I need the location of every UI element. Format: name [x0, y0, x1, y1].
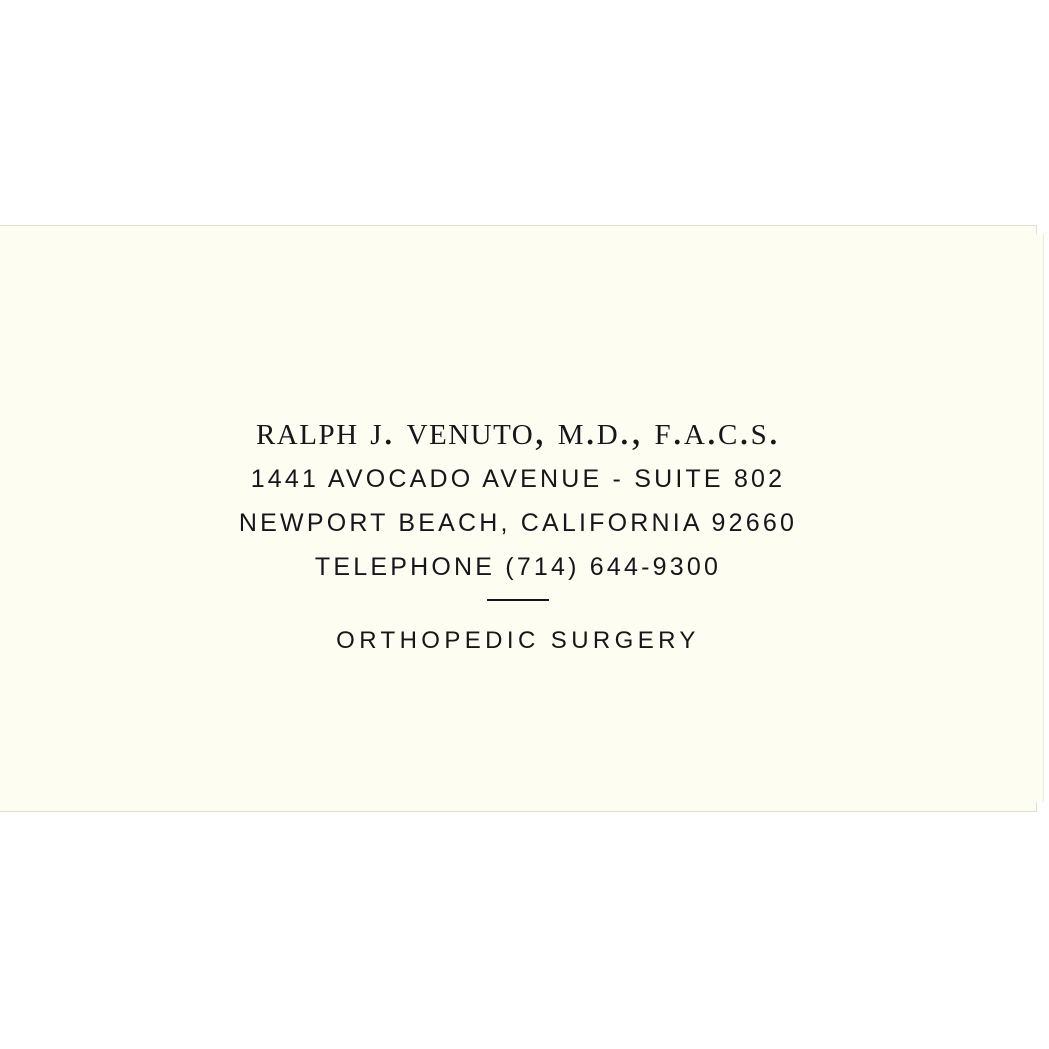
card-name: ralph j. venuto, m.d., f.a.c.s.: [255, 407, 781, 453]
card-specialty: ORTHOPEDIC SURGERY: [336, 627, 700, 655]
card-address-line-2: NEWPORT BEACH, CALIFORNIA 92660: [238, 509, 798, 538]
business-card: [0, 226, 1036, 811]
card-address-line-1: 1441 AVOCADO AVENUE - SUITE 802: [250, 465, 786, 494]
divider-rule: [487, 599, 549, 601]
card-telephone: TELEPHONE (714) 644-9300: [314, 553, 722, 582]
card-content: [0, 408, 1036, 655]
